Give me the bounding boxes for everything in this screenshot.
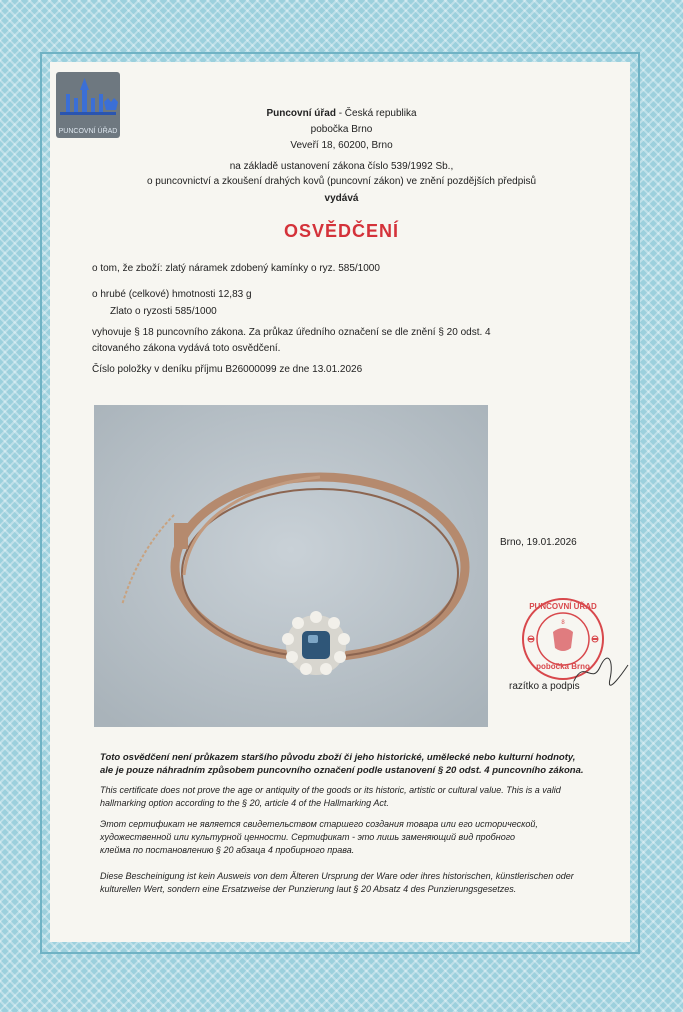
stamp-label: razítko a podpis <box>509 681 580 692</box>
address-line: Veveří 18, 60200, Brno <box>290 140 393 151</box>
office-name: Puncovní úřad <box>266 108 336 119</box>
bracelet-photo <box>94 405 488 727</box>
bracelet-icon <box>94 405 488 727</box>
law-line-1: na základě ustanovení zákona číslo 539/1992 Sb., <box>229 161 454 172</box>
complies-line-2: citovaného zákona vydává toto osvědčení. <box>92 343 281 354</box>
footer-ru-1: Этот сертификат не является свидетельством старшего создания товара или его исторической, <box>100 819 538 829</box>
logo-text: PUNCOVNÍ ÚŘAD <box>58 128 118 135</box>
footer-de-1: Diese Bescheinigung ist kein Ausweis von dem Älteren Ursprung der Ware oder ihres historischen, künstlerischen oder <box>100 871 574 881</box>
stamp-number: 8 <box>561 620 565 626</box>
office-country: - Česká republika <box>335 108 417 119</box>
certificate-title: OSVĚDČENÍ <box>283 221 400 241</box>
branch-line: pobočka Brno <box>310 124 373 135</box>
issues-line: vydává <box>324 193 359 204</box>
law-line-2: o puncovnictví a zkoušení drahých kovů (puncovní zákon) ve znění pozdějších předpisů <box>146 176 537 187</box>
weight-line: o hrubé (celkové) hmotnosti 12,83 g <box>92 289 252 300</box>
complies-line-1: vyhovuje § 18 puncovního zákona. Za průkaz úředního označení se dle znění § 20 odst. 4 <box>92 327 491 338</box>
footer-cz-2: ale je pouze náhradním způsobem puncovního označení podle ustanovení § 20 odst. 4 puncovního zákona. <box>100 765 584 776</box>
footer-en-2: hallmarking option according to the § 20, article 4 of the Hallmarking Act. <box>100 798 389 808</box>
gold-line: Zlato o ryzosti 585/1000 <box>110 306 217 317</box>
journal-line: Číslo položky v deníku příjmu B26000099 ze dne 13.01.2026 <box>92 364 363 375</box>
footer-cz-1: Toto osvědčení není průkazem staršího původu zboží či jeho historické, umělecké nebo kulturní hodnoty, <box>100 752 576 763</box>
stamp-bottom-text: pobočka Brno <box>536 662 590 671</box>
footer-ru-3: клейма по постановлению § 20 абзаца 4 пробирного права. <box>100 845 355 855</box>
footer-de-2: kulturellen Wert, sondern eine Ersatzweise der Punzierung laut § 20 Absatz 4 des Punzierungsgesetzes. <box>100 884 517 894</box>
stamp-top-text: PUNCOVNÍ ÚŘAD <box>529 602 597 611</box>
footer-ru-2: художественной или культурной ценности. Сертификат - это лишь заменяющий вид пробного <box>100 832 516 842</box>
place-date: Brno, 19.01.2026 <box>500 537 577 548</box>
footer-en-1: This certificate does not prove the age or antiquity of the goods or its historic, artistic or cultural value. This is a valid <box>100 785 561 795</box>
office-line <box>0 108 683 119</box>
item-line: o tom, že zboží: zlatý náramek zdobený kamínky o ryz. 585/1000 <box>92 263 380 274</box>
